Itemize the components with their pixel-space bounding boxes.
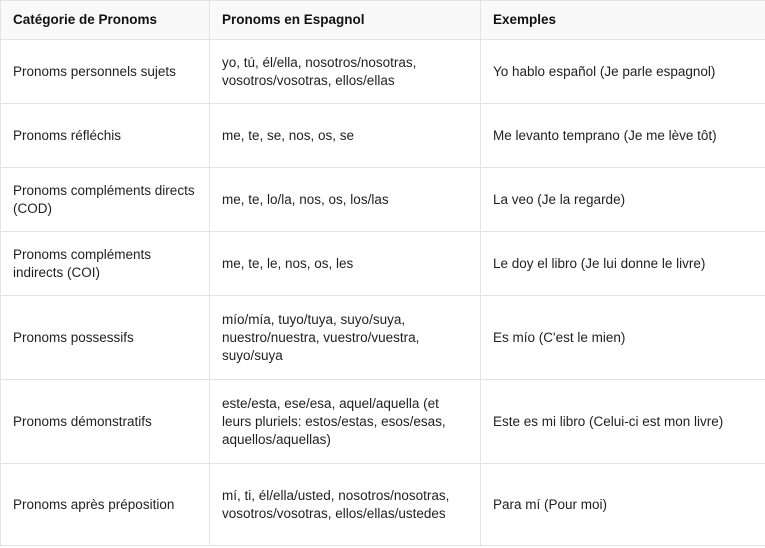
table-row [1,168,765,232]
cell-category: Pronoms possessifs [1,296,210,380]
cell-spanish: este/esta, ese/esa, aquel/aquella (et leurs pluriels: estos/estas, esos/esas, aquellos/aquellas) [210,380,481,464]
header-category: Catégorie de Pronoms [1,1,210,40]
table-row [1,380,765,464]
cell-spanish: me, te, se, nos, os, se [210,104,481,168]
cell-example: Me levanto temprano (Je me lève tôt) [481,104,765,168]
cell-example: Para mí (Pour moi) [481,464,765,546]
cell-category: Pronoms démonstratifs [1,380,210,464]
cell-category: Pronoms personnels sujets [1,40,210,104]
cell-category: Pronoms compléments directs (COD) [1,168,210,232]
header-spanish: Pronoms en Espagnol [210,1,481,40]
cell-example: Le doy el libro (Je lui donne le livre) [481,232,765,296]
table-header-row [1,1,765,40]
table-row [1,464,765,546]
table-row [1,40,765,104]
cell-example: Yo hablo español (Je parle espagnol) [481,40,765,104]
cell-example: Este es mi libro (Celui-ci est mon livre) [481,380,765,464]
cell-example: Es mío (C'est le mien) [481,296,765,380]
cell-example: La veo (Je la regarde) [481,168,765,232]
cell-spanish: mío/mía, tuyo/tuya, suyo/suya, nuestro/nuestra, vuestro/vuestra, suyo/suya [210,296,481,380]
table-row [1,296,765,380]
cell-spanish: yo, tú, él/ella, nosotros/nosotras, vosotros/vosotras, ellos/ellas [210,40,481,104]
cell-spanish: me, te, le, nos, os, les [210,232,481,296]
cell-category: Pronoms compléments indirects (COI) [1,232,210,296]
cell-category: Pronoms après préposition [1,464,210,546]
cell-category: Pronoms réfléchis [1,104,210,168]
cell-spanish: mí, ti, él/ella/usted, nosotros/nosotras, vosotros/vosotras, ellos/ellas/ustedes [210,464,481,546]
cell-spanish: me, te, lo/la, nos, os, los/las [210,168,481,232]
table-row [1,104,765,168]
table-row [1,232,765,296]
header-examples: Exemples [481,1,765,40]
